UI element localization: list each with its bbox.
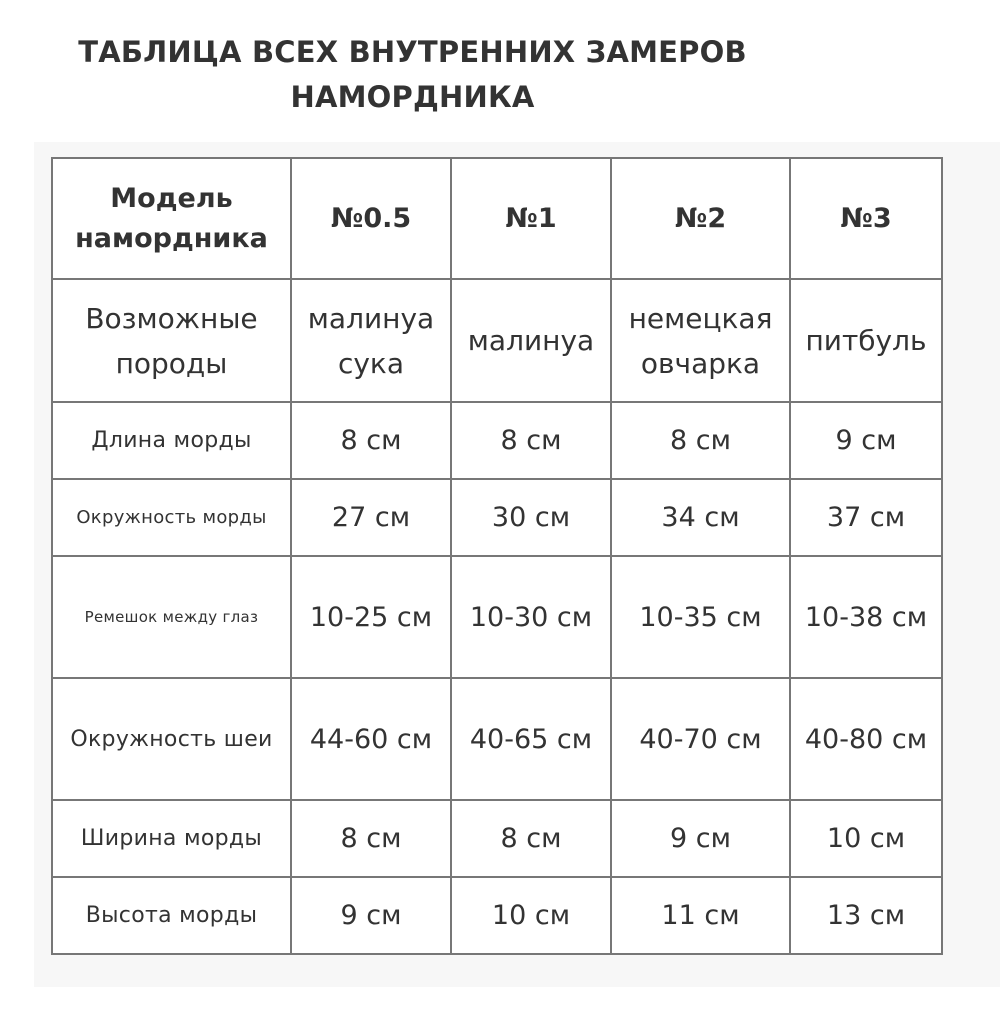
value-cell: 13 см [790, 877, 942, 954]
value-cell: 9 см [291, 877, 451, 954]
breed-cell: питбуль [790, 279, 942, 402]
value-cell: 30 см [451, 479, 611, 556]
value-cell: 8 см [291, 800, 451, 877]
value-cell: 40-80 см [790, 678, 942, 800]
value-cell: 40-70 см [611, 678, 790, 800]
value-cell: 10-35 см [611, 556, 790, 678]
value-cell: 10 см [451, 877, 611, 954]
value-cell: 34 см [611, 479, 790, 556]
table-row-muzzle-width [52, 800, 942, 877]
page-title [40, 30, 785, 120]
header-model-3: №3 [790, 158, 942, 279]
value-cell: 10-30 см [451, 556, 611, 678]
value-cell: 9 см [790, 402, 942, 479]
value-cell: 8 см [451, 402, 611, 479]
table-row-neck-circumference [52, 678, 942, 800]
table-row-muzzle-height [52, 877, 942, 954]
row-label: Окружность морды [52, 479, 291, 556]
table-row-eye-strap [52, 556, 942, 678]
header-model-05: №0.5 [291, 158, 451, 279]
breed-cell: малинуа сука [291, 279, 451, 402]
breeds-row [52, 279, 942, 402]
value-cell: 44-60 см [291, 678, 451, 800]
row-label: Высота морды [52, 877, 291, 954]
table-row-muzzle-circumference [52, 479, 942, 556]
value-cell: 8 см [451, 800, 611, 877]
header-model-1: №1 [451, 158, 611, 279]
row-label: Длина морды [52, 402, 291, 479]
breeds-label: Возможные породы [52, 279, 291, 402]
header-model-label: Модель намордника [52, 158, 291, 279]
value-cell: 10 см [790, 800, 942, 877]
value-cell: 11 см [611, 877, 790, 954]
row-label: Ремешок между глаз [52, 556, 291, 678]
header-model-2: №2 [611, 158, 790, 279]
breed-cell: малинуа [451, 279, 611, 402]
value-cell: 8 см [291, 402, 451, 479]
title-line-2: НАМОРДНИКА [290, 80, 535, 114]
value-cell: 10-38 см [790, 556, 942, 678]
value-cell: 9 см [611, 800, 790, 877]
table-header-row [52, 158, 942, 279]
row-label: Окружность шеи [52, 678, 291, 800]
value-cell: 37 см [790, 479, 942, 556]
value-cell: 40-65 см [451, 678, 611, 800]
value-cell: 8 см [611, 402, 790, 479]
title-line-1: ТАБЛИЦА ВСЕХ ВНУТРЕННИХ ЗАМЕРОВ [78, 35, 747, 69]
table-row-muzzle-length [52, 402, 942, 479]
value-cell: 10-25 см [291, 556, 451, 678]
breed-cell: немецкая овчарка [611, 279, 790, 402]
muzzle-size-table [51, 157, 943, 955]
value-cell: 27 см [291, 479, 451, 556]
row-label: Ширина морды [52, 800, 291, 877]
